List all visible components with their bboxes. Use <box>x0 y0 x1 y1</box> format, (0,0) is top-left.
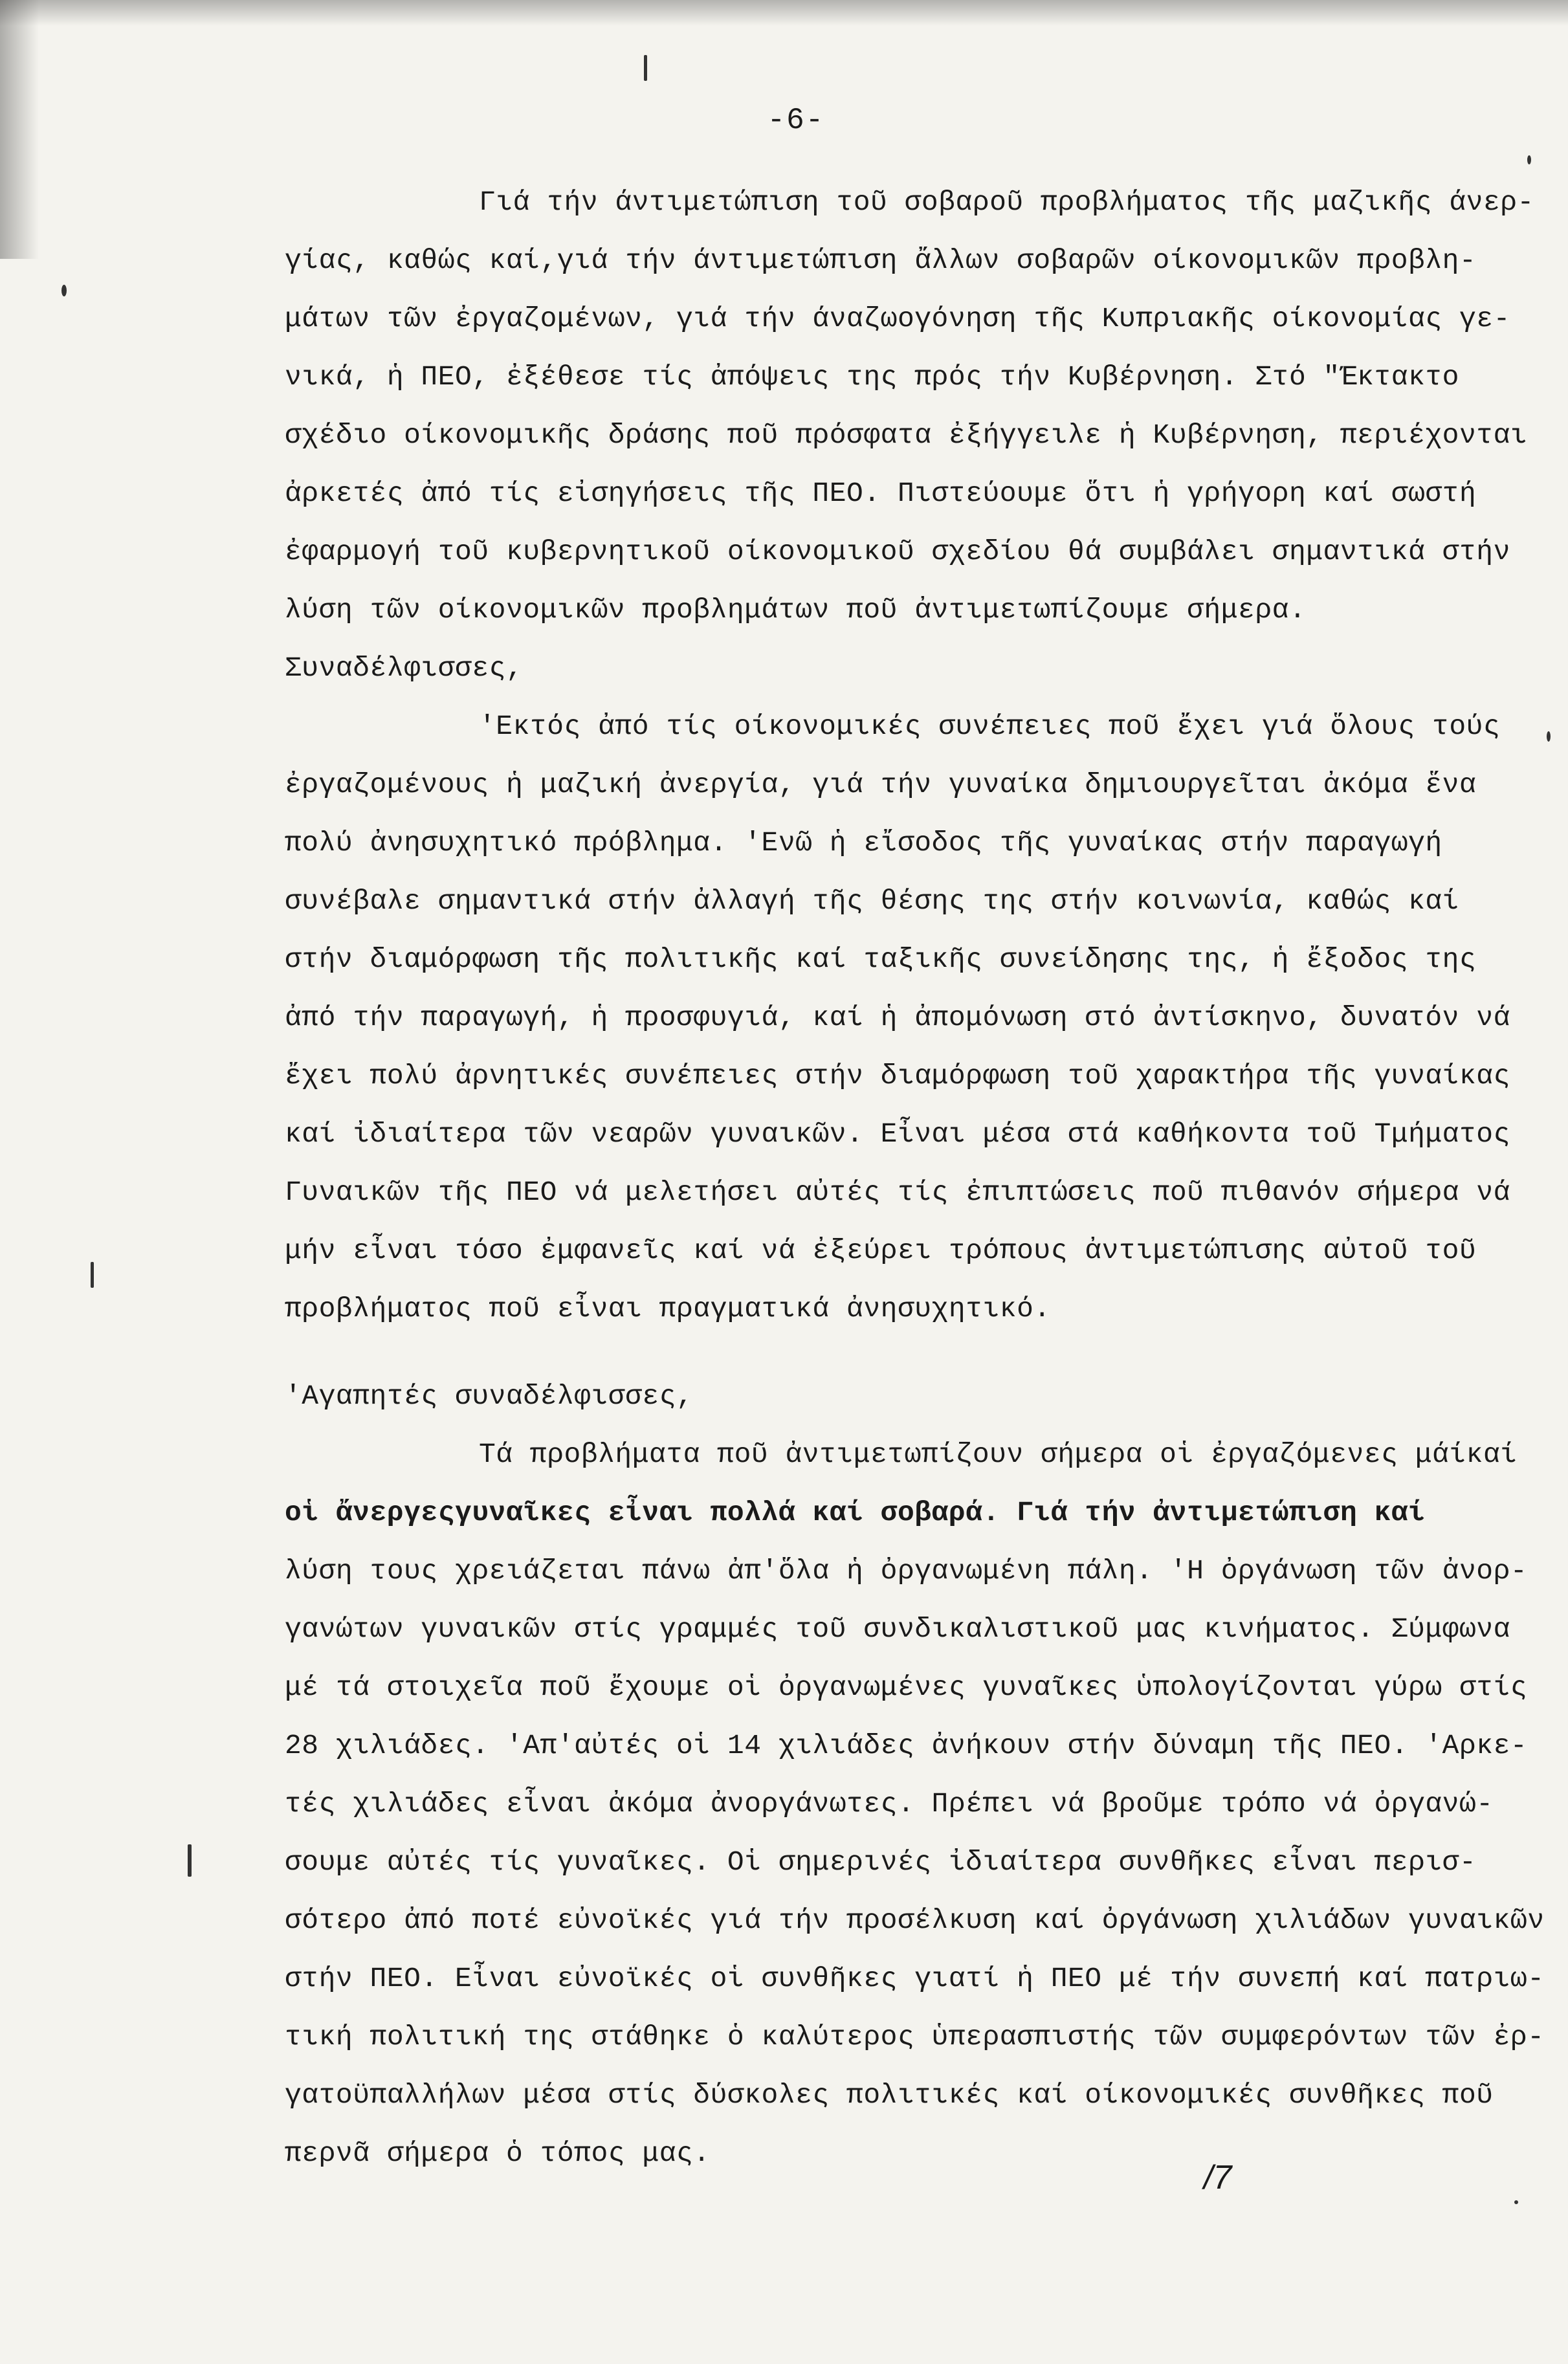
text-line: συνέβαλε σημαντικά στήν ἀλλαγή τῆς θέσης της στήν κοινωνία, καθώς καί <box>285 885 1459 917</box>
continuation-mark: /7 <box>1204 2159 1232 2196</box>
scan-speck <box>1527 155 1531 164</box>
text-line: λύση τους χρειάζεται πάνω ἀπ'ὅλα ἡ ὀργανωμένη πάλη. 'Η ὀργάνωση τῶν ἀνορ- <box>285 1555 1528 1587</box>
text-line: λύση τῶν οίκονομικῶν προβλημάτων ποῦ ἀντιμετωπίζουμε σήμερα. <box>285 594 1307 626</box>
body-text <box>285 173 1545 2183</box>
scan-speck <box>644 55 647 81</box>
text-line: μήν εἶναι τόσο ἐμφανεῖς καί νά ἐξεύρει τρόπους ἀντιμετώπισης αὐτοῦ τοῦ <box>285 1235 1477 1266</box>
text-line: γατοϋπαλλήλων μέσα στίς δύσκολες πολιτικές καί οίκονομικές συνθῆκες ποῦ <box>285 2079 1494 2111</box>
scan-edge-left <box>0 0 39 259</box>
text-line: γανώτων γυναικῶν στίς γραμμές τοῦ συνδικαλιστικοῦ μας κινήματος. Σύμφωνα <box>285 1613 1510 1645</box>
scan-speck <box>1514 2200 1518 2204</box>
text-line: σχέδιο οίκονομικῆς δράσης ποῦ πρόσφατα ἐξήγγειλε ἡ Κυβέρνηση, περιέχονται <box>285 419 1528 451</box>
scan-speck <box>91 1262 94 1288</box>
text-line: στήν ΠΕΟ. Εἶναι εὐνοϊκές οἱ συνθῆκες γιατί ἡ ΠΕΟ μέ τήν συνεπή καί πατριω- <box>285 1963 1545 1994</box>
text-line: 'Εκτός ἀπό τίς οίκονομικές συνέπειες ποῦ ἔχει γιά ὅλους τούς <box>479 711 1501 742</box>
text-line: μέ τά στοιχεῖα ποῦ ἔχουμε οἱ ὀργανωμένες γυναῖκες ὑπολογίζονται γύρω στίς <box>285 1672 1528 1703</box>
text-line: περνᾶ σήμερα ὁ τόπος μας. <box>285 2138 711 2169</box>
text-line: Γιά τήν άντιμετώπιση τοῦ σοβαροῦ προβλήματος τῆς μαζικῆς άνερ- <box>479 186 1534 218</box>
salutation: Συναδέλφισσες, <box>285 652 524 684</box>
text-line: τική πολιτική της στάθηκε ὁ καλύτερος ὑπερασπιστής τῶν συμφερόντων τῶν ἐρ- <box>285 2021 1545 2053</box>
paragraph-1 <box>285 173 1534 639</box>
text-line: ἐργαζομένους ἡ μαζική ἀνεργία, γιά τήν γυναίκα δημιουργεῖται ἀκόμα ἕνα <box>285 769 1477 801</box>
text-line: πολύ ἀνησυχητικό πρόβλημα. 'Ενῶ ἡ εἴσοδος τῆς γυναίκας στήν παραγωγή <box>285 827 1442 859</box>
text-line: ἐφαρμογή τοῦ κυβερνητικοῦ οίκονομικοῦ σχεδίου θά συμβάλει σημαντικά στήν <box>285 536 1510 568</box>
text-line: στήν διαμόρφωση τῆς πολιτικῆς καί ταξικῆς συνείδησης της, ἡ ἔξοδος της <box>285 944 1477 975</box>
text-line: προβλήματος ποῦ εἶναι πραγματικά ἀνησυχητικό. <box>285 1293 1051 1325</box>
text-line: σότερο ἀπό ποτέ εὐνοϊκές γιά τήν προσέλκυση καί ὀργάνωση χιλιάδων γυναικῶν <box>285 1905 1545 1936</box>
text-line: νικά, ἡ ΠΕΟ, ἐξέθεσε τίς ἀπόψεις της πρός τήν Κυβέρνηση. Στό "Έκτακτο <box>285 361 1459 393</box>
text-line: καί ἰδιαίτερα τῶν νεαρῶν γυναικῶν. Εἶναι μέσα στά καθήκοντα τοῦ Τμήματος <box>285 1118 1510 1150</box>
paragraph-3 <box>285 1426 1545 2183</box>
scan-speck <box>1547 731 1551 742</box>
text-line: μάτων τῶν ἐργαζομένων, γιά τήν άναζωογόνηση τῆς Κυπριακῆς οίκονομίας γε- <box>285 303 1510 335</box>
text-line: Τά προβλήματα ποῦ ἀντιμετωπίζουν σήμερα οἱ ἐργαζόμενες μάίκαί <box>479 1439 1518 1470</box>
text-line: Γυναικῶν τῆς ΠΕΟ νά μελετήσει αὐτές τίς ἐπιπτώσεις ποῦ πιθανόν σήμερα νά <box>285 1176 1510 1208</box>
text-line: οἱ ἄνεργεςγυναῖκες εἶναι πολλά καί σοβαρά. Γιά τήν ἀντιμετώπιση καί <box>285 1497 1426 1529</box>
text-line: σουμε αὐτές τίς γυναῖκες. Οἱ σημερινές ἰδιαίτερα συνθῆκες εἶναι περισ- <box>285 1846 1477 1878</box>
page-number: -6- <box>767 104 825 137</box>
text-line: 28 χιλιάδες. 'Απ'αὐτές οἱ 14 χιλιάδες ἀνήκουν στήν δύναμη τῆς ΠΕΟ. 'Αρκε- <box>285 1730 1528 1762</box>
scan-edge-top <box>0 0 1568 26</box>
paragraph-2 <box>285 698 1514 1338</box>
text-line: ἀπό τήν παραγωγή, ἡ προσφυγιά, καί ἡ ἀπομόνωση στό ἀντίσκηνο, δυνατόν νά <box>285 1002 1510 1033</box>
scan-speck <box>188 1844 192 1877</box>
scan-speck <box>61 285 67 296</box>
salutation: 'Αγαπητές συναδέλφισσες, <box>285 1380 694 1412</box>
text-line: τές χιλιάδες εἶναι ἀκόμα ἀνοργάνωτες. Πρέπει νά βροῦμε τρόπο νά ὀργανώ- <box>285 1788 1494 1820</box>
text-line: ἀρκετές ἀπό τίς εἰσηγήσεις τῆς ΠΕΟ. Πιστεύουμε ὅτι ἡ γρήγορη καί σωστή <box>285 478 1477 509</box>
paragraph-gap <box>285 1338 1514 1367</box>
text-line: ἔχει πολύ ἀρνητικές συνέπειες στήν διαμόρφωση τοῦ χαρακτήρα τῆς γυναίκας <box>285 1060 1510 1092</box>
text-line: γίας, καθώς καί,γιά τήν άντιμετώπιση ἄλλων σοβαρῶν οίκονομικῶν προβλη- <box>285 245 1477 276</box>
